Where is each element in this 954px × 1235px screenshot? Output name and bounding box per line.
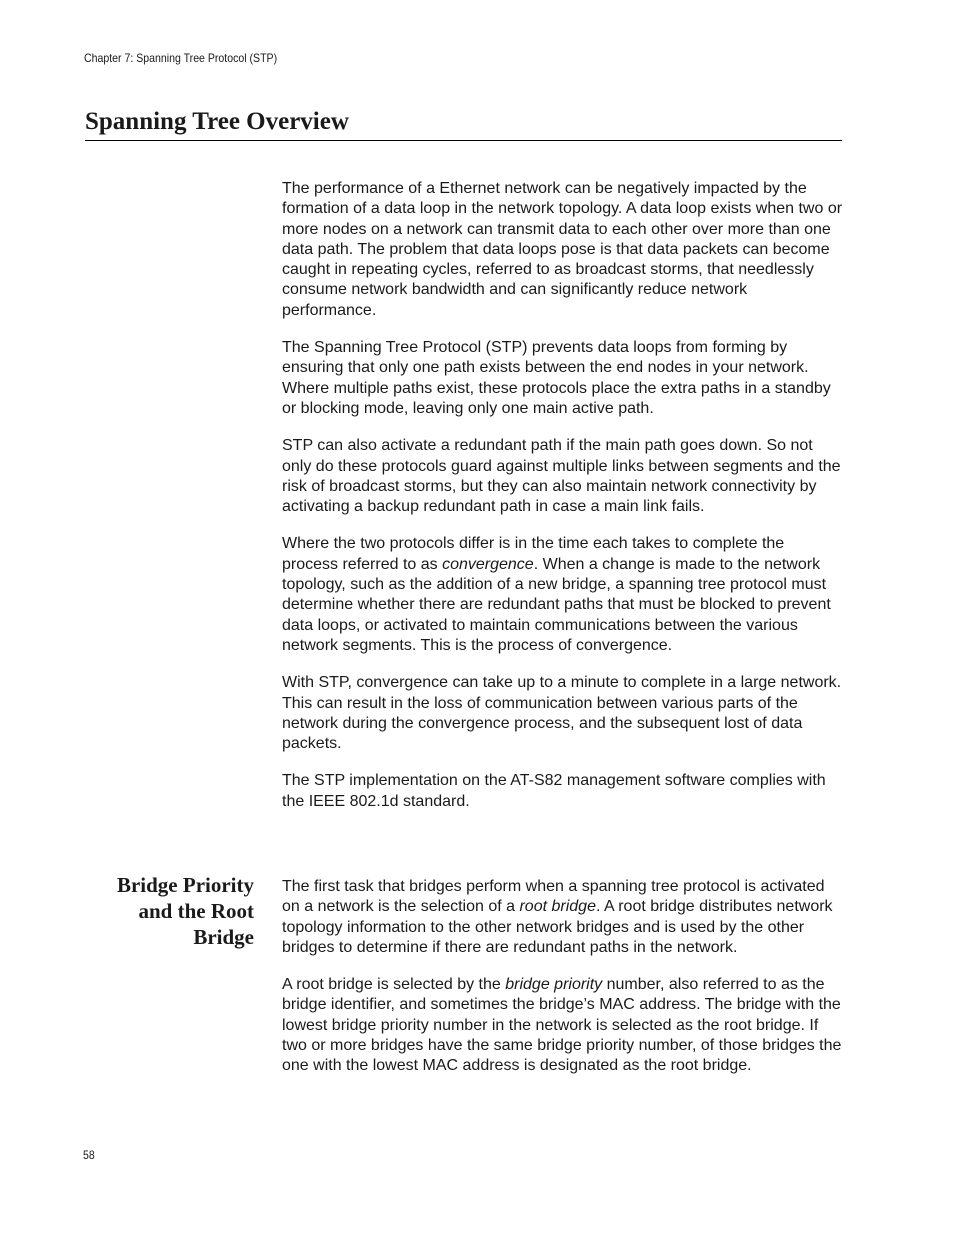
overview-paragraph-4-text-b: . When a change is made to the network topology, such as the addition of a new bridge, a spanning tree protocol must determine whether there are redundant paths that must be blocked to prevent data loops, or activated to maintain communications between the various network segments. This is the process of convergence. <box>282 555 831 654</box>
overview-paragraph-2: The Spanning Tree Protocol (STP) prevents data loops from forming by ensuring that only one path exists between the end nodes in your network. Where multiple paths exist, these protocols place the extra paths in a standby or blocking mode, leaving only one main active path. <box>282 339 831 417</box>
bridge-paragraph-2-text-a: A root bridge is selected by the <box>282 976 506 994</box>
overview-paragraph-1: The performance of a Ethernet network can be negatively impacted by the formation of a data loop in the network topology. A data loop exists when two or more nodes on a network can transmit data to each other over more than one data path. The problem that data loops pose is that data packets can become caught in repeating cycles, referred to as broadcast storms, that needlessly consume network bandwidth and can significantly reduce network performance. <box>282 180 843 319</box>
root-bridge-term: root bridge <box>519 898 596 916</box>
overview-body <box>282 179 844 829</box>
convergence-term: convergence <box>442 555 534 573</box>
bridge-heading-line-1: Bridge Priority <box>116 873 254 897</box>
overview-paragraph-6: The STP implementation on the AT-S82 management software complies with the IEEE 802.1d standard. <box>282 772 826 810</box>
bridge-paragraph-2 <box>282 975 844 1076</box>
bridge-heading-line-3: Bridge <box>193 925 254 949</box>
bridge-priority-term: bridge priority <box>505 976 603 994</box>
bridge-heading-line-2: and the Root <box>138 899 254 923</box>
bridge-paragraph-1 <box>282 877 844 958</box>
overview-paragraph-5: With STP, convergence can take up to a minute to complete in a large network. This can result in the loss of communication between various parts of the network during the convergence process, and the subsequent lost of data packets. <box>282 674 842 753</box>
section-title: Spanning Tree Overview <box>85 108 349 135</box>
running-header: Chapter 7: Spanning Tree Protocol (STP) <box>84 51 278 65</box>
overview-paragraph-4-text-a: Where the two protocols differ is in the time each takes to complete the process referred to as <box>282 535 785 573</box>
overview-paragraph-3: STP can also activate a redundant path if the main path goes down. So not only do these protocols guard against multiple links between segments and the risk of broadcast storms, but they can also maintain network connectivity by activating a backup redundant path in case a main link fails. <box>282 437 841 516</box>
bridge-paragraph-1-text-b: . A root bridge distributes network topology information to the other network bridges and is used by the other bridges to determine if there are redundant paths in the network. <box>282 898 833 956</box>
page-number: 58 <box>83 1148 95 1162</box>
bridge-paragraph-1-text-a: The first task that bridges perform when a spanning tree protocol is activated on a network is the selection of a <box>282 878 825 916</box>
bridge-body <box>282 877 844 1094</box>
bridge-paragraph-2-text-b: number, also referred to as the bridge identifier, and sometimes the bridge’s MAC address. The bridge with the lowest bridge priority number in the network is selected as the root bridge. If two or more bridges have the same bridge priority number, of those bridges the one with the lowest MAC address is designated as the root bridge. <box>282 976 842 1075</box>
overview-paragraph-4 <box>282 534 844 656</box>
bridge-priority-heading <box>84 872 254 950</box>
title-rule <box>85 140 842 141</box>
